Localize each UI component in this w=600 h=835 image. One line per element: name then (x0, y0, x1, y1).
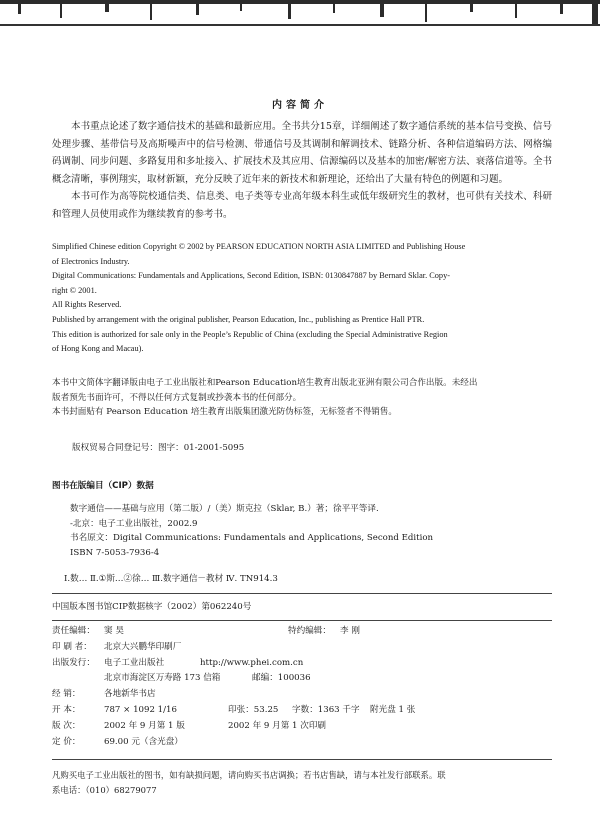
copyright-line: This edition is authorized for sale only in the People’s Republic of China (excluding the Special Administrative Region (52, 329, 448, 339)
distributor-label: 经 销： (52, 689, 81, 699)
cip-line: 数字通信——基础与应用（第二版）/（美）斯克拉（Sklar, B.）著；徐平平等译. (70, 504, 379, 514)
cip-line: 书名原文：Digital Communications: Fundamentals and Applications, Second Edition (70, 533, 434, 543)
special-editor-name: 李 刚 (340, 626, 360, 636)
edition-label: 版 次： (52, 721, 81, 731)
footer-notice (52, 768, 552, 798)
copyright-line: Published by arrangement with the original publisher, Pearson Education, Inc., publishing as Prentice Hall PTR. (52, 314, 425, 324)
cip-heading: 图书在版编目（CIP）数据 (52, 481, 154, 491)
sheets-value: 印张：53.25 (228, 705, 279, 715)
divider (52, 593, 552, 594)
scan-edge-mark (0, 0, 600, 26)
printer-label: 印 刷 者： (52, 642, 92, 652)
edition-value: 2002 年 9 月第 1 版 (104, 721, 185, 731)
notice-line: 本书封面贴有 Pearson Education 培生教育出版集团激光防伪标签，无标签者不得销售。 (52, 407, 397, 417)
cip-line: ISBN 7-5053-7936-4 (70, 547, 160, 558)
disc-note: 附光盘 1 张 (370, 705, 416, 715)
publisher-website: http://www.phei.com.cn (200, 658, 304, 668)
copyright-line: Simplified Chinese edition Copyright © 2002 by PEARSON EDUCATION NORTH ASIA LIMITED and Publishing House (52, 242, 466, 251)
copyright-line: Digital Communications: Fundamentals and Applications, Second Edition, ISBN: 0130847887 by Bernard Sklar. Copy- (52, 271, 450, 281)
distributor-name: 各地新华书店 (104, 689, 156, 699)
copyright-line: All Rights Reserved. (52, 300, 122, 310)
page-title: 内容简介 (272, 100, 328, 111)
top-border-line (0, 24, 600, 26)
copyright-line: of Electronics Industry. (52, 256, 130, 266)
summary-section (52, 118, 552, 223)
cip-core-data: 中国版本图书馆CIP数据核字（2002）第062240号 (52, 602, 252, 612)
printer-name: 北京大兴鹏华印刷厂 (104, 642, 182, 652)
copyright-line: right © 2001. (52, 285, 97, 295)
divider (52, 620, 552, 621)
copyright-line: of Hong Kong and Macau). (52, 344, 144, 354)
publisher-label: 出版发行： (52, 658, 95, 668)
divider (52, 759, 552, 760)
publisher-name: 电子工业出版社 (104, 658, 165, 668)
format-value: 787 × 1092 1/16 (104, 705, 177, 715)
notice-line: 本书中文简体字翻译版由电子工业出版社和Pearson Education培生教育出版北亚洲有限公司合作出版。未经出 (52, 378, 478, 388)
chinese-copyright-notice (52, 376, 552, 420)
editor-label: 责任编辑： (52, 626, 95, 636)
footer-line: 系电话：（010）68279077 (52, 785, 157, 795)
footer-line: 凡购买电子工业出版社的图书，如有缺损问题，请向购买书店调换；若书店售缺，请与本社发行部联系。联 (52, 770, 446, 780)
price-value: 69.00 元（含光盘） (104, 737, 183, 747)
cip-line: -北京：电子工业出版社，2002.9 (70, 518, 198, 529)
price-label: 定 价： (52, 737, 81, 747)
cip-subjects: Ⅰ.数… Ⅱ.①斯…②徐… Ⅲ.数字通信－教材 Ⅳ. TN914.3 (64, 574, 278, 584)
english-copyright-notice (52, 240, 552, 357)
summary-paragraph: 本书重点论述了数字通信技术的基础和最新应用。全书共分15章，详细阐述了数字通信系统的基本信号变换、信号处理步骤、基带信号及高斯噪声中的信号检测、带通信号及其调制和解调技术、链路分析、各种信道编码方法、网格编码调制、同步问题、多路复用和多址接入、扩展技术及其应用、信源编码以及基本的加密/解密方法、衰落信道等。全书概念清晰，事例翔实，取材新颖，充分反映了近年来的新技术和新理论，还给出了大量有特色的例题和习题。 (52, 121, 552, 185)
publisher-postcode: 邮编：100036 (252, 673, 311, 683)
cip-record (70, 502, 550, 560)
publisher-address: 北京市海淀区万寿路 173 信箱 (104, 673, 221, 683)
notice-line: 版者预先书面许可，不得以任何方式复制或抄袭本书的任何部分。 (52, 392, 302, 403)
contract-registration: 版权贸易合同登记号：图字：01-2001-5095 (72, 443, 245, 453)
special-editor-label: 特约编辑： (288, 626, 331, 636)
editor-name: 窦 昊 (104, 626, 124, 636)
printing-value: 2002 年 9 月第 1 次印刷 (228, 721, 327, 731)
word-count: 字数：1363 千字 (292, 705, 360, 715)
summary-paragraph: 本书可作为高等院校通信类、信息类、电子类等专业高年级本科生或低年级研究生的教材，也可供有关技术、科研和管理人员使用或作为继续教育的参考书。 (52, 191, 552, 220)
format-label: 开 本： (52, 705, 81, 715)
